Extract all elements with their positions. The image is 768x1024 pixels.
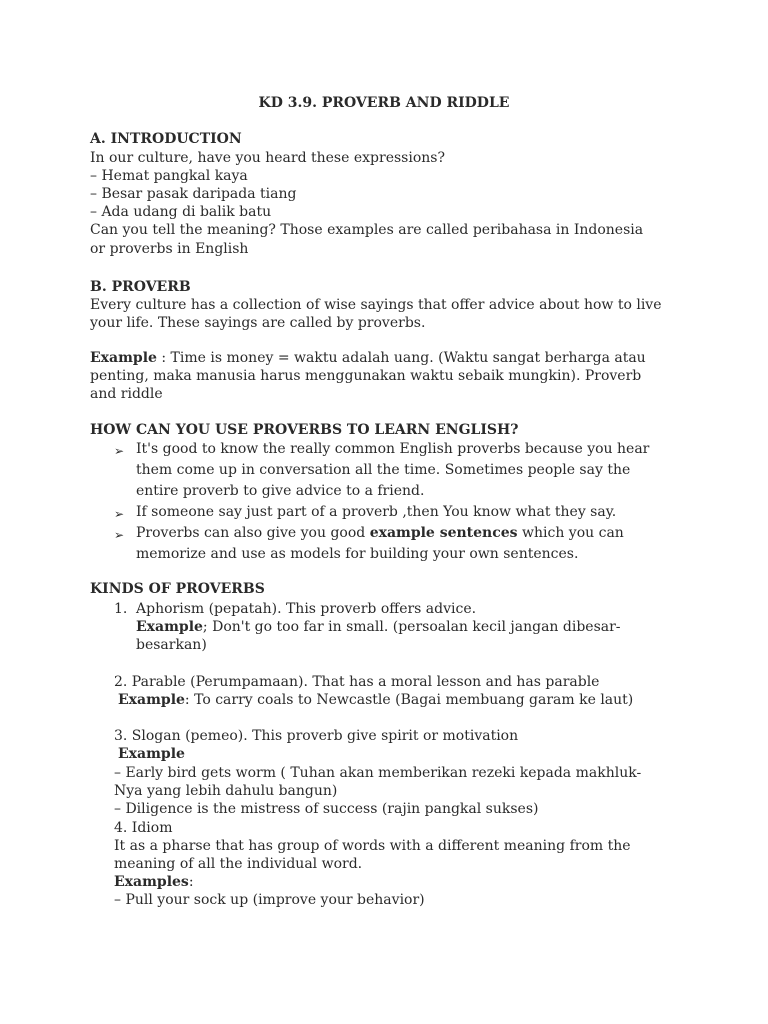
example-text: : Time is money = waktu adalah uang. (Waktu sangat berharga atau: [156, 350, 646, 366]
kind-item: Aphorism (pepatah). This proverb offers advice.: [136, 601, 477, 617]
howto-bullet-line: If someone say just part of a proverb ,then You know what they say.: [136, 504, 617, 520]
kind-example-line: besarkan): [136, 637, 207, 653]
kind-example: [114, 873, 194, 891]
kind-item-line: meaning of all the individual word.: [114, 856, 363, 872]
intro-line: – Besar pasak daripada tiang: [90, 186, 297, 202]
arrow-bullet-icon: ➢: [114, 528, 125, 542]
intro-line: – Ada udang di balik batu: [90, 204, 272, 220]
howto-bullet-line: It's good to know the really common English proverbs because you hear: [136, 441, 650, 457]
kind-example: [118, 691, 633, 709]
kind-item: 4. Idiom: [114, 820, 173, 836]
example-label: Examples: [114, 874, 189, 890]
example-text: ; Don't go too far in small. (persoalan kecil jangan dibesar-: [202, 619, 621, 635]
proverb-example-line: and riddle: [90, 386, 163, 402]
proverb-example: [90, 349, 646, 367]
intro-line: Can you tell the meaning? Those examples are called peribahasa in Indonesia: [90, 222, 644, 238]
bullet-text: Proverbs can also give you good: [136, 525, 370, 541]
proverb-heading: B. PROVERB: [90, 279, 191, 295]
example-label: Example: [118, 746, 185, 762]
howto-bullet-line: them come up in conversation all the time. Sometimes people say the: [136, 462, 631, 478]
arrow-bullet-icon: ➢: [114, 444, 125, 458]
kind-example-line: Nya yang lebih dahulu bangun): [114, 783, 338, 799]
kind-item: 3. Slogan (pemeo). This proverb give spirit or motivation: [114, 728, 519, 744]
kind-item: 2. Parable (Perumpamaan). That has a moral lesson and has parable: [114, 674, 600, 690]
howto-bullet-line: entire proverb to give advice to a friend.: [136, 483, 425, 499]
intro-line: In our culture, have you heard these expressions?: [90, 150, 445, 166]
kind-item-line: It as a pharse that has group of words with a different meaning from the: [114, 838, 631, 854]
kinds-heading: KINDS OF PROVERBS: [90, 581, 265, 597]
kind-number: 1.: [114, 601, 128, 617]
example-label: Example: [136, 619, 203, 635]
example-colon: :: [188, 874, 194, 890]
bullet-bold-text: example sentences: [369, 525, 518, 541]
document-title: KD 3.9. PROVERB AND RIDDLE: [258, 95, 510, 111]
intro-line: or proverbs in English: [90, 241, 249, 257]
example-label: Example: [90, 350, 157, 366]
kind-example: [136, 618, 621, 636]
proverb-line: your life. These sayings are called by proverbs.: [90, 315, 426, 331]
howto-heading: HOW CAN YOU USE PROVERBS TO LEARN ENGLISH?: [90, 422, 519, 438]
example-text: : To carry coals to Newcastle (Bagai membuang garam ke laut): [184, 692, 634, 708]
howto-bullet-line: [136, 523, 624, 544]
arrow-bullet-icon: ➢: [114, 507, 125, 521]
proverb-example-line: penting, maka manusia harus menggunakan waktu sebaik mungkin). Proverb: [90, 368, 642, 384]
kind-example-line: – Pull your sock up (improve your behavior): [114, 892, 425, 908]
howto-bullet-line: memorize and use as models for building your own sentences.: [136, 546, 579, 562]
kind-example-line: – Early bird gets worm ( Tuhan akan memberikan rezeki kepada makhluk-: [114, 765, 642, 781]
proverb-line: Every culture has a collection of wise sayings that offer advice about how to live: [90, 297, 662, 313]
bullet-text: which you can: [517, 525, 624, 541]
intro-line: – Hemat pangkal kaya: [90, 168, 248, 184]
kind-example-line: – Diligence is the mistress of success (rajin pangkal sukses): [114, 801, 539, 817]
example-label: Example: [118, 692, 185, 708]
intro-heading: A. INTRODUCTION: [90, 131, 242, 147]
